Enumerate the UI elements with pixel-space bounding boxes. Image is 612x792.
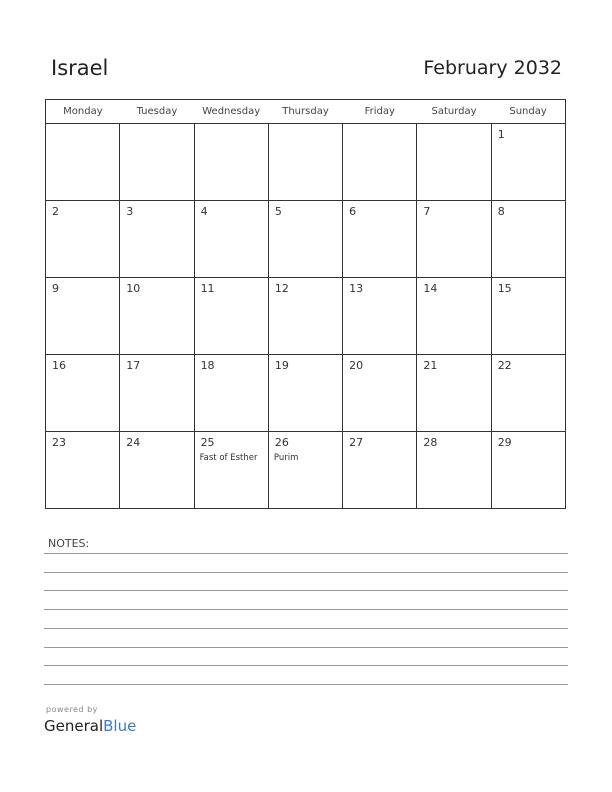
day-number: 27 — [349, 436, 364, 449]
day-number: 25 — [200, 436, 215, 449]
day-number: 16 — [52, 359, 66, 372]
day-cell — [194, 278, 268, 355]
notes-line — [44, 553, 568, 554]
day-cell — [491, 278, 565, 355]
weekday-header: Sunday — [491, 100, 565, 124]
day-number: 7 — [423, 205, 431, 218]
calendar-week-row — [46, 432, 566, 509]
day-number: 21 — [423, 359, 438, 372]
day-cell — [268, 355, 342, 432]
weekday-header: Tuesday — [120, 100, 194, 124]
weekday-header: Friday — [343, 100, 417, 124]
day-cell — [120, 432, 194, 509]
day-number: 13 — [349, 282, 364, 295]
holiday-label: Fast of Esther — [199, 453, 258, 463]
day-number: 15 — [497, 282, 512, 295]
day-cell — [194, 355, 268, 432]
day-cell — [120, 355, 194, 432]
brand-general: General — [44, 717, 104, 735]
day-cell — [491, 432, 565, 509]
day-cell — [343, 201, 417, 278]
day-number: 9 — [52, 282, 59, 295]
day-number: 4 — [200, 205, 208, 218]
day-cell — [268, 432, 342, 509]
day-number: 14 — [423, 282, 438, 295]
notes-line — [44, 590, 568, 591]
day-number: 22 — [497, 359, 512, 372]
day-number: 23 — [52, 436, 66, 449]
day-cell — [491, 355, 565, 432]
notes-label: NOTES: — [48, 537, 90, 550]
day-cell — [46, 124, 120, 201]
calendar-week-row — [46, 124, 566, 201]
notes-line — [44, 647, 568, 648]
day-cell — [120, 278, 194, 355]
day-number: 18 — [200, 359, 215, 372]
day-cell — [194, 432, 268, 509]
day-number: 6 — [349, 205, 357, 218]
day-cell — [343, 355, 417, 432]
day-number: 20 — [349, 359, 364, 372]
day-cell — [46, 201, 120, 278]
day-number: 24 — [126, 436, 141, 449]
day-cell — [417, 124, 491, 201]
calendar-week-row — [46, 201, 566, 278]
brand-blue: Blue — [103, 717, 137, 735]
day-cell — [268, 124, 342, 201]
day-cell — [491, 124, 565, 201]
day-number: 11 — [200, 282, 215, 295]
day-cell — [417, 278, 491, 355]
calendar-grid — [45, 99, 566, 509]
day-cell — [343, 278, 417, 355]
day-number: 1 — [497, 128, 505, 141]
day-cell — [120, 201, 194, 278]
day-cell — [417, 432, 491, 509]
weekday-header: Wednesday — [194, 100, 268, 124]
day-number: 10 — [126, 282, 141, 295]
weekday-header-row — [46, 100, 566, 124]
weekday-header: Saturday — [417, 100, 491, 124]
day-cell — [194, 124, 268, 201]
day-cell — [120, 124, 194, 201]
day-number: 19 — [274, 359, 289, 372]
notes-line — [44, 609, 568, 610]
day-cell — [491, 201, 565, 278]
day-number: 2 — [52, 205, 59, 218]
day-number: 17 — [126, 359, 141, 372]
notes-line — [44, 628, 568, 629]
day-number: 12 — [274, 282, 289, 295]
weekday-header: Monday — [46, 100, 120, 124]
powered-by-text: powered by — [46, 705, 98, 714]
calendar-week-row — [46, 278, 566, 355]
day-cell — [268, 278, 342, 355]
day-cell — [46, 355, 120, 432]
day-cell — [417, 201, 491, 278]
brand-logo — [44, 717, 136, 735]
day-cell — [194, 201, 268, 278]
day-number: 26 — [274, 436, 289, 449]
day-number: 5 — [274, 205, 282, 218]
day-cell — [343, 124, 417, 201]
day-cell — [343, 432, 417, 509]
calendar-week-row — [46, 355, 566, 432]
day-cell — [46, 278, 120, 355]
notes-line — [44, 665, 568, 666]
day-number: 28 — [423, 436, 438, 449]
month-title: February 2032 — [423, 57, 562, 79]
day-cell — [46, 432, 120, 509]
day-cell — [268, 201, 342, 278]
notes-line — [44, 572, 568, 573]
day-number: 8 — [497, 205, 505, 218]
day-number: 3 — [126, 205, 134, 218]
day-number: 29 — [497, 436, 512, 449]
country-title: Israel — [51, 56, 109, 80]
day-cell — [417, 355, 491, 432]
holiday-label: Purim — [273, 453, 299, 463]
weekday-header: Thursday — [268, 100, 342, 124]
notes-line — [44, 684, 568, 685]
